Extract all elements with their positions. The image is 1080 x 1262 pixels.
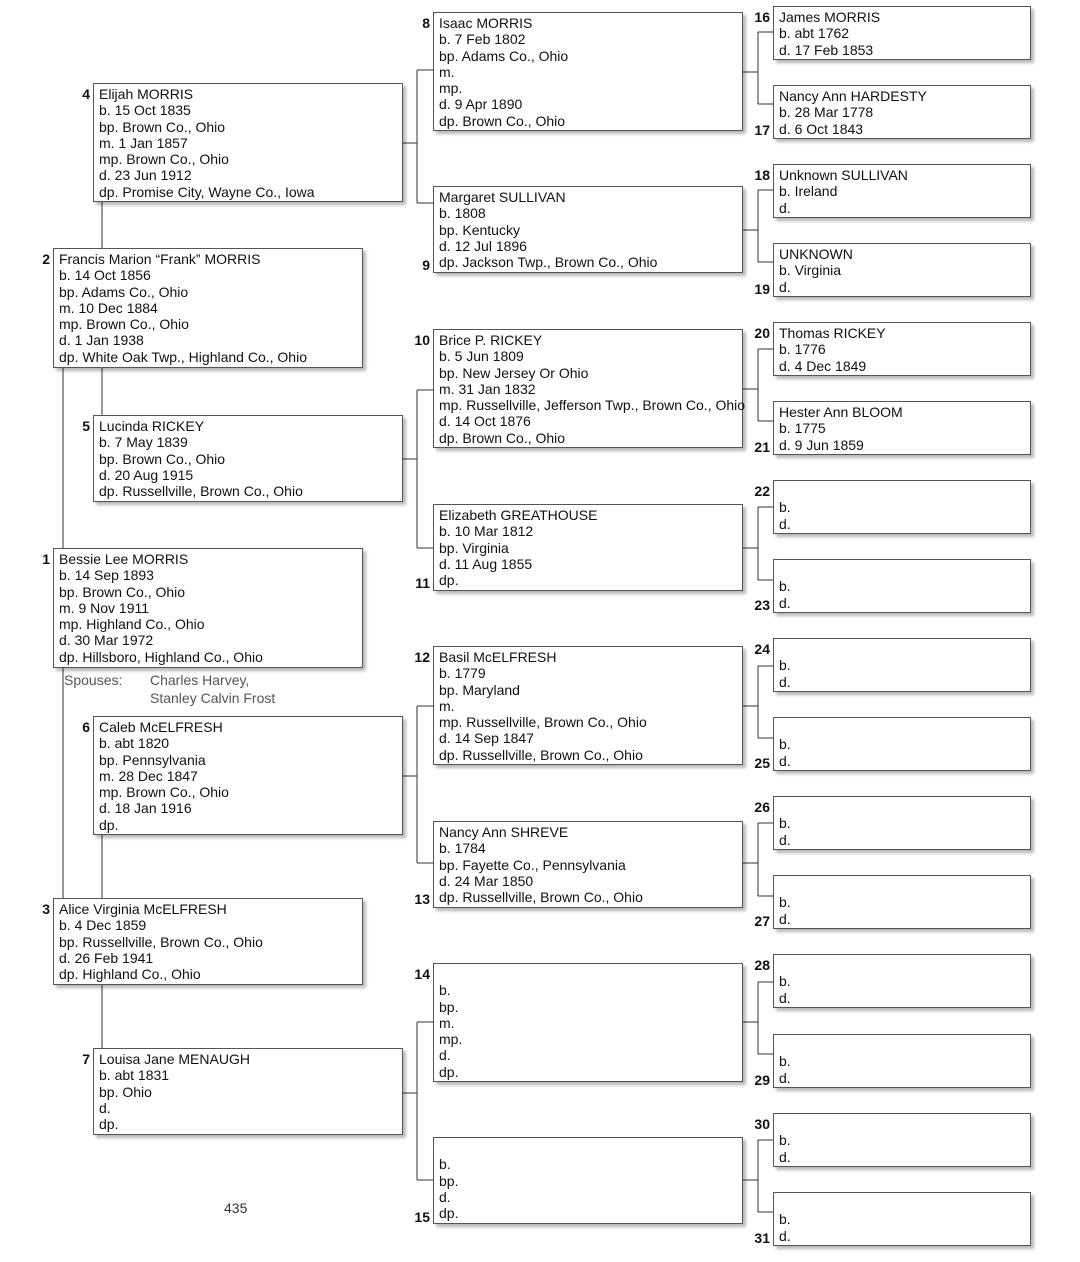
person-9-birth: b. 1808 — [439, 205, 486, 222]
person-14-name — [439, 966, 737, 982]
person-31-box[interactable] — [773, 1192, 1031, 1246]
person-16-box[interactable] — [773, 6, 1031, 60]
person-15-death: d. — [439, 1188, 451, 1205]
person-1-birth: b. 14 Sep 1893 — [59, 567, 154, 584]
person-14-number: 14 — [414, 966, 430, 982]
person-17-name: Nancy Ann HARDESTY — [779, 88, 927, 104]
person-20-name: Thomas RICKEY — [779, 325, 886, 341]
person-13-birth: b. 1784 — [439, 840, 486, 857]
person-13-birthplace: bp. Fayette Co., Pennsylvania — [439, 856, 626, 873]
person-7-birthplace: bp. Ohio — [99, 1083, 152, 1100]
person-12-death: d. 14 Sep 1847 — [439, 730, 534, 747]
person-21-name: Hester Ann BLOOM — [779, 404, 903, 420]
person-13-number: 13 — [414, 891, 430, 907]
person-19-number: 19 — [754, 281, 770, 297]
person-5-name: Lucinda RICKEY — [99, 418, 205, 434]
person-16-birth: b. abt 1762 — [779, 25, 850, 42]
person-3-box[interactable] — [53, 898, 363, 985]
person-1-marriage: m. 9 Nov 1911 — [59, 599, 150, 616]
person-25-box[interactable] — [773, 717, 1031, 771]
person-2-name: Francis Marion “Frank” MORRIS — [59, 251, 261, 267]
person-21-birth: b. 1775 — [779, 420, 826, 437]
spouse-name: Charles Harvey, — [150, 672, 250, 688]
person-1-marriage-place: mp. Highland Co., Ohio — [59, 616, 205, 633]
person-4-birth: b. 15 Oct 1835 — [99, 102, 191, 119]
person-3-death: d. 26 Feb 1941 — [59, 949, 154, 966]
page-number: 435 — [224, 1200, 248, 1216]
person-6-name: Caleb McELFRESH — [99, 719, 223, 735]
person-15-box[interactable] — [433, 1137, 743, 1224]
person-21-death: d. 9 Jun 1859 — [779, 436, 864, 453]
person-7-number: 7 — [82, 1051, 90, 1067]
person-5-box[interactable] — [93, 415, 403, 502]
person-1-box[interactable] — [53, 548, 363, 668]
person-2-birthplace: bp. Adams Co., Ohio — [59, 283, 189, 300]
person-13-death: d. 24 Mar 1850 — [439, 872, 534, 889]
person-4-marriage: m. 1 Jan 1857 — [99, 134, 188, 151]
person-19-birth: b. Virginia — [779, 262, 842, 279]
person-31-number: 31 — [754, 1230, 770, 1246]
person-15-number: 15 — [414, 1209, 430, 1225]
person-9-box[interactable] — [433, 186, 743, 273]
person-14-box[interactable] — [433, 963, 743, 1082]
person-11-death-place: dp. — [439, 572, 459, 589]
person-9-name: Margaret SULLIVAN — [439, 189, 566, 205]
person-19-death: d. — [779, 278, 791, 295]
person-17-box[interactable] — [773, 85, 1031, 139]
person-22-death: d. — [779, 515, 791, 532]
person-18-box[interactable] — [773, 164, 1031, 218]
person-12-box[interactable] — [433, 646, 743, 765]
person-4-number: 4 — [82, 86, 90, 102]
person-10-number: 10 — [414, 332, 430, 348]
person-12-number: 12 — [414, 649, 430, 665]
spouses-label: Spouses: — [64, 672, 123, 688]
person-2-number: 2 — [42, 251, 50, 267]
person-27-box[interactable] — [773, 875, 1031, 929]
person-10-marriage: m. 31 Jan 1832 — [439, 380, 536, 397]
person-11-box[interactable] — [433, 504, 743, 591]
person-18-birth: b. Ireland — [779, 183, 838, 200]
person-10-name: Brice P. RICKEY — [439, 332, 543, 348]
person-29-death: d. — [779, 1069, 791, 1086]
person-30-birth: b. — [779, 1132, 791, 1149]
person-28-death: d. — [779, 989, 791, 1006]
person-4-death: d. 23 Jun 1912 — [99, 167, 192, 184]
person-8-death-place: dp. Brown Co., Ohio — [439, 112, 566, 129]
person-3-number: 3 — [42, 901, 50, 917]
person-24-death: d. — [779, 673, 791, 690]
person-25-number: 25 — [754, 755, 770, 771]
person-6-marriage-place: mp. Brown Co., Ohio — [99, 784, 229, 801]
person-12-birth: b. 1779 — [439, 665, 486, 682]
person-25-death: d. — [779, 752, 791, 769]
person-25-name — [779, 720, 1025, 736]
person-6-birthplace: bp. Pennsylvania — [99, 751, 206, 768]
person-26-box[interactable] — [773, 796, 1031, 850]
person-5-number: 5 — [82, 418, 90, 434]
person-30-number: 30 — [754, 1116, 770, 1132]
person-29-birth: b. — [779, 1053, 791, 1070]
person-17-birth: b. 28 Mar 1778 — [779, 104, 874, 121]
person-7-name: Louisa Jane MENAUGH — [99, 1051, 250, 1067]
person-9-birthplace: bp. Kentucky — [439, 221, 520, 238]
person-17-death: d. 6 Oct 1843 — [779, 120, 864, 137]
person-3-birthplace: bp. Russellville, Brown Co., Ohio — [59, 933, 263, 950]
person-6-box[interactable] — [93, 716, 403, 835]
person-26-death: d. — [779, 831, 791, 848]
person-11-birth: b. 10 Mar 1812 — [439, 523, 534, 540]
person-1-number: 1 — [42, 551, 50, 567]
person-1-death-place: dp. Hillsboro, Highland Co., Ohio — [59, 648, 263, 665]
person-23-number: 23 — [754, 597, 770, 613]
person-15-death-place: dp. — [439, 1205, 459, 1222]
person-16-death: d. 17 Feb 1853 — [779, 41, 874, 58]
person-11-death: d. 11 Aug 1855 — [439, 555, 533, 572]
person-19-name: UNKNOWN — [779, 246, 853, 262]
person-8-birth: b. 7 Feb 1802 — [439, 31, 526, 48]
person-17-number: 17 — [754, 122, 770, 138]
person-8-marriage: m. — [439, 63, 455, 80]
person-24-box[interactable] — [773, 638, 1031, 692]
person-1-birthplace: bp. Brown Co., Ohio — [59, 583, 186, 600]
person-6-death-place: dp. — [99, 816, 119, 833]
person-6-marriage: m. 28 Dec 1847 — [99, 767, 198, 784]
person-2-marriage-place: mp. Brown Co., Ohio — [59, 316, 189, 333]
person-25-birth: b. — [779, 736, 791, 753]
person-23-name — [779, 562, 1025, 578]
person-23-death: d. — [779, 594, 791, 611]
person-4-box[interactable] — [93, 83, 403, 202]
person-13-death-place: dp. Russellville, Brown Co., Ohio — [439, 889, 643, 906]
person-10-death: d. 14 Oct 1876 — [439, 413, 531, 430]
person-12-marriage: m. — [439, 697, 455, 714]
person-24-name — [779, 641, 1025, 657]
person-27-name — [779, 878, 1025, 894]
person-24-birth: b. — [779, 657, 791, 674]
person-8-birthplace: bp. Adams Co., Ohio — [439, 47, 569, 64]
person-28-name — [779, 957, 1025, 973]
person-14-marriage: m. — [439, 1014, 455, 1031]
person-10-box[interactable] — [433, 329, 746, 448]
person-3-death-place: dp. Highland Co., Ohio — [59, 966, 201, 983]
person-27-birth: b. — [779, 894, 791, 911]
person-10-birthplace: bp. New Jersey Or Ohio — [439, 364, 589, 381]
person-8-death: d. 9 Apr 1890 — [439, 96, 523, 113]
person-8-name: Isaac MORRIS — [439, 15, 533, 31]
spouses-note — [64, 671, 275, 707]
person-26-birth: b. — [779, 815, 791, 832]
person-30-death: d. — [779, 1148, 791, 1165]
person-6-death: d. 18 Jan 1916 — [99, 800, 192, 817]
person-14-death-place: dp. — [439, 1063, 459, 1080]
person-20-number: 20 — [754, 325, 770, 341]
person-11-name: Elizabeth GREATHOUSE — [439, 507, 598, 523]
person-22-name — [779, 483, 1025, 499]
person-5-birthplace: bp. Brown Co., Ohio — [99, 450, 226, 467]
person-10-marriage-place: mp. Russellville, Jefferson Twp., Brown Co., Ohio — [439, 397, 746, 414]
person-16-name: James MORRIS — [779, 9, 881, 25]
person-28-birth: b. — [779, 973, 791, 990]
person-18-death: d. — [779, 199, 791, 216]
person-27-number: 27 — [754, 913, 770, 929]
person-29-box[interactable] — [773, 1034, 1031, 1088]
person-15-birthplace: bp. — [439, 1172, 459, 1189]
person-30-box[interactable] — [773, 1113, 1031, 1167]
person-8-marriage-place: mp. — [439, 80, 463, 97]
person-11-number: 11 — [415, 575, 430, 591]
person-30-name — [779, 1116, 1025, 1132]
person-4-birthplace: bp. Brown Co., Ohio — [99, 118, 226, 135]
person-9-death: d. 12 Jul 1896 — [439, 237, 527, 254]
person-29-number: 29 — [754, 1072, 770, 1088]
person-12-death-place: dp. Russellville, Brown Co., Ohio — [439, 746, 643, 763]
person-18-number: 18 — [754, 167, 770, 183]
person-10-death-place: dp. Brown Co., Ohio — [439, 429, 566, 446]
person-15-name — [439, 1140, 737, 1156]
person-7-death-place: dp. — [99, 1116, 119, 1133]
person-13-name: Nancy Ann SHREVE — [439, 824, 569, 840]
person-1-death: d. 30 Mar 1972 — [59, 632, 154, 649]
person-14-birthplace: bp. — [439, 998, 459, 1015]
person-21-box[interactable] — [773, 401, 1031, 455]
person-14-marriage-place: mp. — [439, 1031, 463, 1048]
person-6-birth: b. abt 1820 — [99, 735, 170, 752]
person-11-birthplace: bp. Virginia — [439, 539, 509, 556]
person-9-death-place: dp. Jackson Twp., Brown Co., Ohio — [439, 254, 658, 271]
person-2-death-place: dp. White Oak Twp., Highland Co., Ohio — [59, 348, 307, 365]
person-5-death: d. 20 Aug 1915 — [99, 466, 194, 483]
person-6-number: 6 — [82, 719, 90, 735]
person-31-name — [779, 1195, 1025, 1211]
person-14-death: d. — [439, 1047, 451, 1064]
person-15-birth: b. — [439, 1156, 451, 1173]
person-20-birth: b. 1776 — [779, 341, 826, 358]
person-5-death-place: dp. Russellville, Brown Co., Ohio — [99, 483, 303, 500]
person-4-marriage-place: mp. Brown Co., Ohio — [99, 151, 229, 168]
person-12-marriage-place: mp. Russellville, Brown Co., Ohio — [439, 714, 647, 731]
person-14-birth: b. — [439, 982, 451, 999]
person-7-birth: b. abt 1831 — [99, 1067, 170, 1084]
person-23-box[interactable] — [773, 559, 1031, 613]
person-3-name: Alice Virginia McELFRESH — [59, 901, 227, 917]
person-22-box[interactable] — [773, 480, 1031, 534]
person-31-death: d. — [779, 1227, 791, 1244]
person-10-birth: b. 5 Jun 1809 — [439, 348, 524, 365]
person-4-name: Elijah MORRIS — [99, 86, 194, 102]
person-24-number: 24 — [754, 641, 770, 657]
person-21-number: 21 — [754, 439, 770, 455]
person-22-birth: b. — [779, 499, 791, 516]
person-22-number: 22 — [754, 483, 770, 499]
person-18-name: Unknown SULLIVAN — [779, 167, 908, 183]
person-19-box[interactable] — [773, 243, 1031, 297]
person-26-number: 26 — [754, 799, 770, 815]
person-28-number: 28 — [754, 957, 770, 973]
person-13-box[interactable] — [433, 821, 743, 908]
person-2-box[interactable] — [53, 248, 363, 368]
person-4-death-place: dp. Promise City, Wayne Co., Iowa — [99, 183, 315, 200]
person-12-name: Basil McELFRESH — [439, 649, 557, 665]
person-20-box[interactable] — [773, 322, 1031, 376]
person-8-number: 8 — [422, 15, 430, 31]
person-26-name — [779, 799, 1025, 815]
person-5-birth: b. 7 May 1839 — [99, 434, 188, 451]
person-23-birth: b. — [779, 578, 791, 595]
spouse-name: Stanley Calvin Frost — [150, 690, 276, 706]
person-20-death: d. 4 Dec 1849 — [779, 357, 867, 374]
person-2-marriage: m. 10 Dec 1884 — [59, 299, 158, 316]
person-16-number: 16 — [754, 9, 770, 25]
person-1-name: Bessie Lee MORRIS — [59, 551, 189, 567]
person-29-name — [779, 1037, 1025, 1053]
person-28-box[interactable] — [773, 954, 1031, 1008]
person-8-box[interactable] — [433, 12, 743, 131]
person-2-death: d. 1 Jan 1938 — [59, 332, 144, 349]
person-7-death: d. — [99, 1099, 111, 1116]
person-3-birth: b. 4 Dec 1859 — [59, 917, 147, 934]
person-12-birthplace: bp. Maryland — [439, 681, 520, 698]
person-27-death: d. — [779, 910, 791, 927]
person-9-number: 9 — [422, 257, 430, 273]
person-7-box[interactable] — [93, 1048, 403, 1135]
person-2-birth: b. 14 Oct 1856 — [59, 267, 151, 284]
person-31-birth: b. — [779, 1211, 791, 1228]
